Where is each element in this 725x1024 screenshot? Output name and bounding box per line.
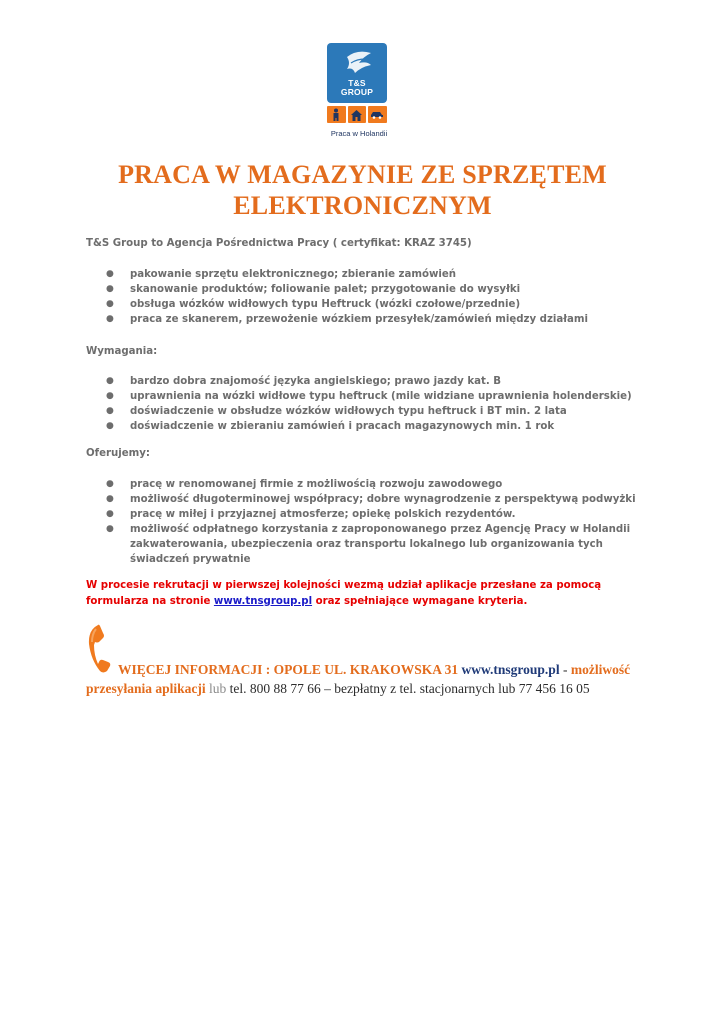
list-item bbox=[86, 389, 632, 404]
list-item-text: pakowanie sprzętu elektronicznego; zbieranie zamówień bbox=[130, 269, 457, 280]
logo-brand-line2: GROUP bbox=[340, 87, 374, 97]
bullet-icon: ● bbox=[106, 509, 114, 519]
list-item-text: możliwość odpłatnego korzystania z zaproponowanego przez Agencję Pracy w Holandii bbox=[130, 524, 631, 535]
contact-possibility: możliwość bbox=[570, 662, 631, 677]
list-item-text: możliwość długoterminowej współpracy; dobre wynagrodzenie z perspektywą podwyżki bbox=[130, 494, 636, 505]
list-item bbox=[86, 477, 636, 492]
list-item-continuation bbox=[86, 552, 636, 567]
logo-caption: Praca w Holandii bbox=[330, 129, 388, 138]
list-item bbox=[86, 492, 636, 507]
bullet-icon: ● bbox=[106, 524, 114, 534]
list-item-text: zakwaterowania, ubezpieczenia oraz transportu lokalnego lub organizowania tych bbox=[130, 539, 603, 550]
intro-text: T&S Group to Agencja Pośrednictwa Pracy ( certyfikat: KRAZ 3745) bbox=[86, 238, 472, 249]
bullet-icon: ● bbox=[106, 406, 114, 416]
list-item bbox=[86, 297, 588, 312]
company-logo bbox=[327, 43, 391, 138]
bullet-icon: ● bbox=[106, 421, 114, 431]
list-item bbox=[86, 507, 636, 522]
bullet-icon: ● bbox=[106, 391, 114, 401]
contact-dash: - bbox=[559, 662, 571, 677]
list-item-text: bardzo dobra znajomość języka angielskiego; prawo jazdy kat. B bbox=[130, 376, 502, 387]
contact-applications: przesyłania aplikacji bbox=[86, 681, 206, 696]
worker-icon bbox=[327, 106, 346, 123]
list-item-text: pracę w renomowanej firmie z możliwością rozwoju zawodowego bbox=[130, 479, 503, 490]
requirements-heading: Wymagania: bbox=[86, 346, 158, 357]
bullet-icon: ● bbox=[106, 376, 114, 386]
list-item-text: doświadczenie w zbieraniu zamówień i pracach magazynowych min. 1 rok bbox=[130, 421, 555, 432]
contact-website[interactable]: www.tnsgroup.pl bbox=[461, 662, 560, 677]
note-line2-before: formularza na stronie bbox=[86, 595, 214, 607]
list-item-text: obsługa wózków widłowych typu Heftruck (wózki czołowe/przednie) bbox=[130, 299, 521, 310]
duties-list bbox=[86, 267, 588, 327]
info-label: WIĘCEJ INFORMACJI : OPOLE UL. KRAKOWSKA 31 bbox=[118, 662, 462, 677]
offer-heading: Oferujemy: bbox=[86, 448, 151, 459]
note-line2-after: oraz spełniające wymagane kryteria. bbox=[312, 595, 528, 607]
list-item bbox=[86, 282, 588, 297]
list-item-text: uprawnienia na wózki widłowe typu heftruck (mile widziane uprawnienia holenderskie) bbox=[130, 391, 632, 402]
bullet-icon: ● bbox=[106, 269, 114, 279]
note-line1: W procesie rekrutacji w pierwszej kolejności wezmą udział aplikacje przesłane za pomocą bbox=[86, 580, 602, 591]
list-item bbox=[86, 312, 588, 327]
page-title: PRACA W MAGAZYNIE ZE SPRZĘTEM ELEKTRONICZNYM bbox=[118, 160, 607, 220]
list-item bbox=[86, 404, 632, 419]
logo-emblem bbox=[327, 43, 387, 103]
offers-list bbox=[86, 477, 636, 567]
car-icon bbox=[368, 106, 387, 123]
list-item bbox=[86, 419, 632, 434]
recruitment-note bbox=[86, 578, 601, 609]
list-item bbox=[86, 374, 632, 389]
list-item-text: świadczeń prywatnie bbox=[130, 554, 251, 565]
bullet-icon: ● bbox=[106, 494, 114, 504]
logo-brand-line1: T&S bbox=[348, 78, 366, 88]
contact-info bbox=[86, 660, 630, 698]
website-link[interactable]: www.tnsgroup.pl bbox=[213, 595, 313, 607]
logo-icon-row bbox=[327, 106, 391, 123]
list-item-text: pracę w miłej i przyjaznej atmosferze; opiekę polskich rezydentów. bbox=[130, 509, 516, 520]
contact-lub: lub bbox=[205, 681, 227, 696]
list-item-continuation bbox=[86, 537, 636, 552]
list-item-text: skanowanie produktów; foliowanie palet; przygotowanie do wysyłki bbox=[130, 284, 521, 295]
bullet-icon: ● bbox=[106, 299, 114, 309]
bullet-icon: ● bbox=[106, 479, 114, 489]
list-item-text: doświadczenie w obsłudze wózków widłowych typu heftruck i BT min. 2 lata bbox=[130, 406, 567, 417]
list-item-text: praca ze skanerem, przewożenie wózkiem przesyłek/zamówień między działami bbox=[130, 314, 589, 325]
list-item bbox=[86, 267, 588, 282]
bullet-icon: ● bbox=[106, 284, 114, 294]
house-icon bbox=[348, 106, 367, 123]
bullet-icon: ● bbox=[106, 314, 114, 324]
requirements-list bbox=[86, 374, 632, 434]
list-item bbox=[86, 522, 636, 537]
contact-phones: tel. 800 88 77 66 – bezpłatny z tel. stacjonarnych lub 77 456 16 05 bbox=[226, 681, 590, 696]
